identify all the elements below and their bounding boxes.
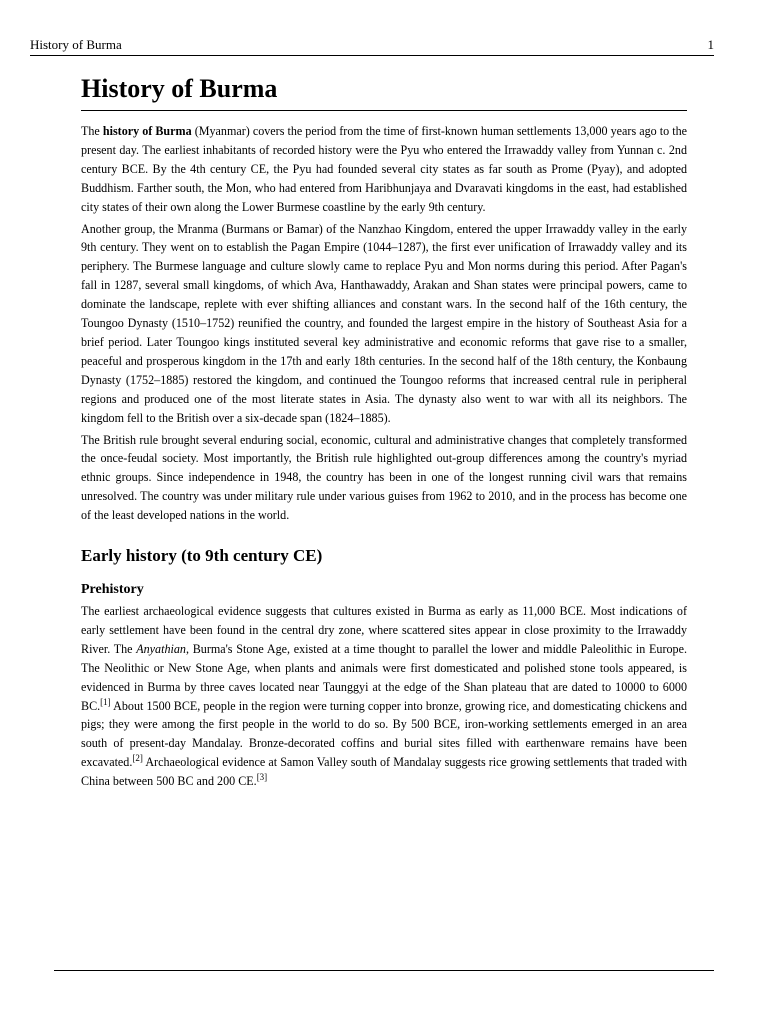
text-run: Archaeological evidence at Samon Valley south of Mandalay suggests rice growing settlements that traded with China between 500 BC and 200 CE. xyxy=(81,755,687,789)
citation-link-2[interactable]: [2] xyxy=(132,753,143,764)
text-run: About 1500 BCE, people in the region were turning copper into bronze, growing rice, and domesticating chickens and pigs; they were among the first people in the world to do so. By 500 BCE, iron-working settlements emerged in an area south of present-day Mandalay. Bronze-decorated coffins and burial sites filled with earthenware remains have been excavated. xyxy=(81,698,687,770)
article-body xyxy=(81,70,687,791)
text-run: The earliest archaeological evidence suggests that cultures existed in Burma as early as 11,000 BCE. Most indications of early settlement have been found in the central dry zone, where scattered sites appear in close proximity to the Irrawaddy River. The xyxy=(81,604,687,656)
text-run: , Burma's Stone Age, existed at a time thought to parallel the lower and middle Paleolithic in Europe. The Neolithic or New Stone Age, when plants and animals were first domesticated and polished stone tools appeared, is evidenced in Burma by three caves located near Taunggyi at the edge of the Shan plateau that are dated to 10000 to 6000 BC. xyxy=(81,641,687,713)
text-run: The xyxy=(81,124,103,138)
page-title: History of Burma xyxy=(81,74,278,103)
subsection-heading-prehistory: Prehistory xyxy=(81,582,144,598)
intro-paragraph-2: Another group, the Mranma (Burmans or Bamar) of the Nanzhao Kingdom, entered the upper Irrawaddy valley in the early 9th century. They went on to establish the Pagan Empire (1044–1287), the first ever unification of Irrawaddy valley and its periphery. The Burmese language and culture slowly came to replace Pyu and Mon norms during this period. After Pagan's fall in 1287, several small kingdoms, of which Ava, Hanthawaddy, Arakan and Shan states were principal powers, came to dominate the landscape, replete with ever shifting alliances and constant wars. In the second half of the 16th century, the Toungoo Dynasty (1510–1752) reunified the country, and founded the largest empire in the history of Southeast Asia for a brief period. Later Toungoo kings instituted several key administrative and economic reforms that gave rise to a smaller, peaceful and prosperous kingdom in the 17th and early 18th centuries. In the second half of the 18th century, the Konbaung Dynasty (1752–1885) restored the kingdom, and continued the Toungoo reforms that increased central rule in peripheral regions and produced one of the most literate states in Asia. The dynasty also went to war with all its neighbors. The kingdom fell to the British over a six-decade span (1824–1885). xyxy=(81,221,687,425)
intro-paragraph-1 xyxy=(81,122,687,217)
page-number: 1 xyxy=(707,37,714,52)
text-run: (Myanmar) covers the period from the time of first-known human settlements 13,000 years ago to the present day. The earliest inhabitants of recorded history were the Pyu who entered the Irrawaddy valley from Yunnan c. 2nd century BCE. By the 4th century CE, the Pyu had founded several city states as far south as Prome (Pyay), and adopted Buddhism. Farther south, the Mon, who had entered from Haribhunjaya and Dvaravati kingdoms in the east, had established city states of their own along the Lower Burmese coastline by the early 9th century. xyxy=(81,124,687,214)
footer-divider xyxy=(54,970,714,971)
citation-link-1[interactable]: [1] xyxy=(100,696,111,707)
prehistory-paragraph xyxy=(81,602,687,791)
running-header xyxy=(30,36,714,54)
header-divider xyxy=(30,55,714,56)
citation-link-3[interactable]: [3] xyxy=(256,772,268,783)
intro-paragraph-3: The British rule brought several enduring social, economic, cultural and administrative changes that completely transformed the once-feudal society. Most importantly, the British rule highlighted out-group differences among the country's myriad ethnic groups. Since independence in 1948, the country has been in one of the longest running civil wars that remains unresolved. The country was under military rule under various guises from 1962 to 2010, and in the process has become one of the least developed nations in the world. xyxy=(81,432,687,523)
section-heading-early-history: Early history (to 9th century CE) xyxy=(81,546,323,566)
title-divider xyxy=(81,110,687,111)
italic-term: Anyathian xyxy=(136,641,186,656)
bold-term: history of Burma xyxy=(102,124,192,138)
running-title: History of Burma xyxy=(30,37,122,52)
